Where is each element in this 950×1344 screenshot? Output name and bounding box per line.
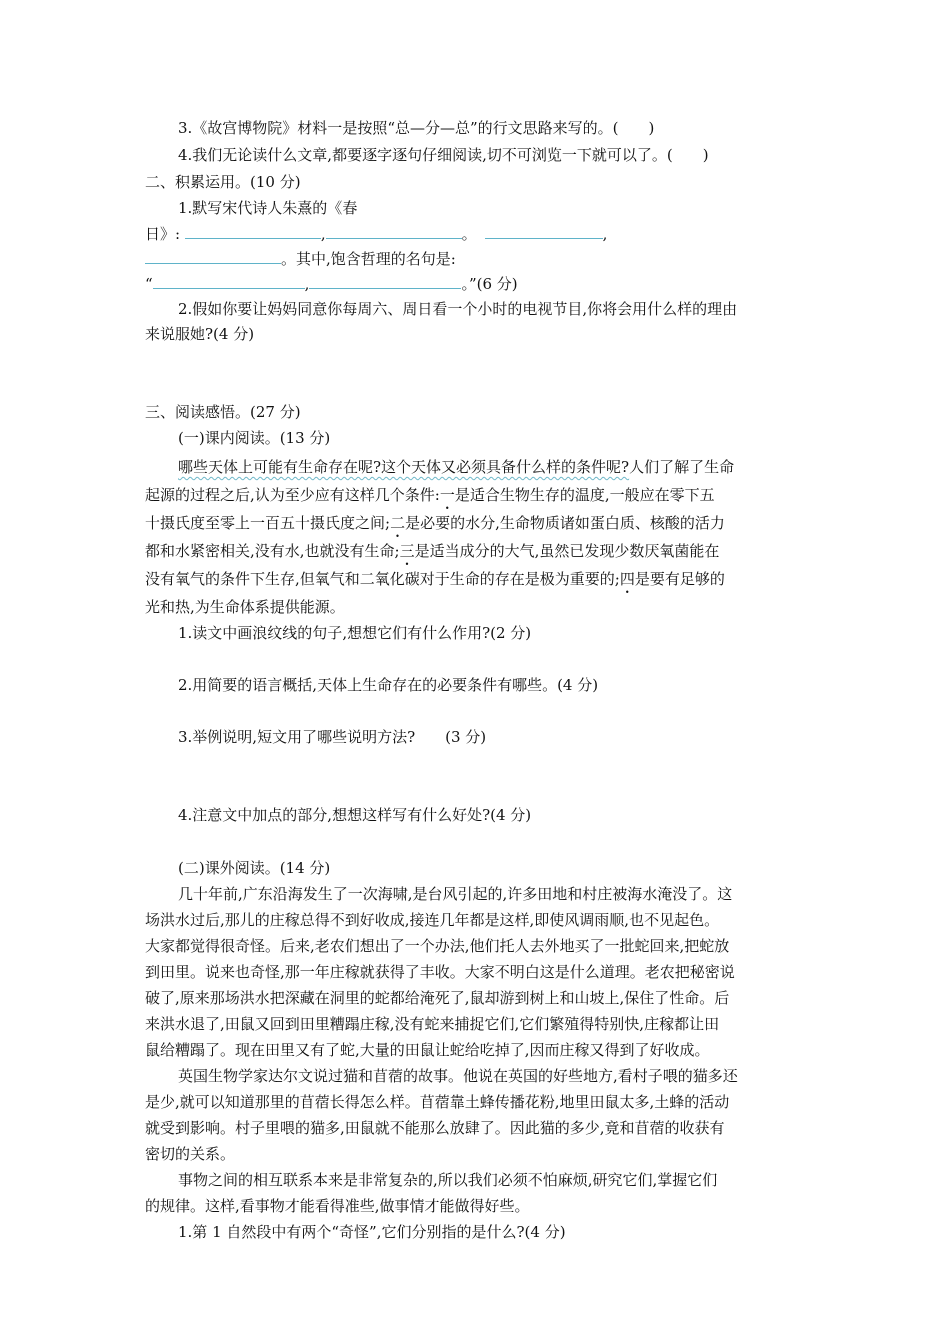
passage-text: 都和水紧密相关,没有水,也就没有生命; — [145, 542, 400, 560]
question-2-2-cont: 来说服她?(4 分) — [145, 325, 255, 343]
poem-prompt: 。其中,饱含哲理的名句是: — [281, 250, 456, 268]
section-heading-2: 二、积累运用。(10 分) — [145, 173, 301, 191]
passage-line: 光和热,为生命体系提供能源。 — [145, 598, 345, 616]
passage2-line: 密切的关系。 — [145, 1145, 236, 1163]
passage-line — [145, 568, 725, 597]
passage2-line: 大家都觉得很奇怪。后来,老农们想出了一个办法,他们托人去外地买了一批蛇回来,把蛇放 — [145, 937, 730, 955]
dotted-word: 四 — [619, 570, 635, 588]
period: 。 — [461, 225, 477, 243]
passage-text: 是必要的水分,生命物质诸如蛋白质、核酸的活力 — [405, 514, 725, 532]
answer-blank[interactable] — [145, 247, 281, 264]
passage2-line: 来洪水退了,田鼠又回到田里糟蹋庄稼,没有蛇来捕捉它们,它们繁殖得特别快,庄稼都让田 — [145, 1015, 720, 1033]
passage-text: 是要有足够的 — [634, 570, 725, 588]
passage-text: 是适合生物生存的温度,一般应在零下五 — [454, 486, 715, 504]
dotted-word: 三 — [399, 542, 415, 560]
passage2-line: 英国生物学家达尔文说过猫和苜蓿的故事。他说在英国的好些地方,看村子喂的猫多还 — [178, 1067, 738, 1085]
dotted-word: 二 — [390, 514, 406, 532]
passage2-line: 破了,原来那场洪水把深藏在洞里的蛇都给淹死了,鼠却游到树上和山坡上,保住了性命。后 — [145, 989, 730, 1007]
poem-blank-line-1 — [145, 222, 607, 245]
passage2-line: 鼠给糟蹋了。现在田里又有了蛇,大量的田鼠让蛇给吃掉了,因而庄稼又得到了好收成。 — [145, 1041, 710, 1059]
passage-text: 是适当成分的大气,虽然已发现少数厌氧菌能在 — [414, 542, 720, 560]
passage-text: 没有氧气的条件下生存,但氧气和二氧化碳对于生命的存在是极为重要的; — [145, 570, 620, 588]
passage2-line: 到田里。说来也奇怪,那一年庄稼就获得了丰收。大家不明白这是什么道理。老农把秘密说 — [145, 963, 735, 981]
answer-blank[interactable] — [185, 222, 321, 239]
section-heading-3: 三、阅读感悟。(27 分) — [145, 403, 301, 421]
subsection-2: (二)课外阅读。(14 分) — [178, 859, 331, 877]
answer-blank[interactable] — [153, 272, 305, 289]
comma: , — [304, 275, 310, 293]
passage-text: 人们了解了生命 — [629, 458, 735, 476]
dotted-word: 一 — [439, 486, 455, 504]
question-2-2: 2.假如你要让妈妈同意你每周六、周日看一个小时的电视节目,你将会用什么样的理由 — [178, 300, 738, 318]
wavy-underline-sentence: 哪些天体上可能有生命存在呢?这个天体又必须具备什么样的条件呢? — [178, 458, 630, 476]
question-3-3: 3.举例说明,短文用了哪些说明方法? (3 分) — [178, 728, 487, 746]
poem-blank-line-3 — [145, 272, 518, 295]
passage2-line: 几十年前,广东沿海发生了一次海啸,是台风引起的,许多田地和村庄被海水淹没了。这 — [178, 885, 733, 903]
poem-blank-line-2 — [145, 247, 456, 270]
question-3-2: 2.用简要的语言概括,天体上生命存在的必要条件有哪些。(4 分) — [178, 676, 599, 694]
comma: , — [320, 225, 326, 243]
subsection-1: (一)课内阅读。(13 分) — [178, 429, 331, 447]
passage2-line: 就受到影响。村子里喂的猫多,田鼠就不能那么放肆了。因此猫的多少,竟和苜蓿的收获有 — [145, 1119, 725, 1137]
question-3-1: 1.读文中画浪纹线的句子,想想它们有什么作用?(2 分) — [178, 624, 532, 642]
passage-line — [178, 456, 734, 478]
passage2-line: 事物之间的相互联系本来是非常复杂的,所以我们必须不怕麻烦,研究它们,掌握它们 — [178, 1171, 718, 1189]
passage-line — [145, 540, 719, 569]
passage-text: 十摄氏度至零上一百五十摄氏度之间; — [145, 514, 391, 532]
open-quote: “ — [145, 275, 153, 293]
passage2-line: 是少,就可以知道那里的苜蓿长得怎么样。苜蓿靠土蜂传播花粉,地里田鼠太多,土蜂的活动 — [145, 1093, 730, 1111]
passage2-line: 场洪水过后,那儿的庄稼总得不到好收成,接连几年都是这样,即使风调雨顺,也不见起色。 — [145, 911, 720, 929]
question-3-5: 1.第 1 自然段中有两个“奇怪”,它们分别指的是什么?(4 分) — [178, 1223, 566, 1241]
comma: , — [602, 225, 608, 243]
question-3-4: 4.注意文中加点的部分,想想这样写有什么好处?(4 分) — [178, 806, 532, 824]
passage-line — [145, 512, 725, 541]
passage-line — [145, 484, 715, 513]
question-4: 4.我们无论读什么文章,都要逐字逐句仔细阅读,切不可浏览一下就可以了。( ) — [178, 146, 709, 164]
answer-blank[interactable] — [326, 222, 462, 239]
answer-blank[interactable] — [309, 272, 461, 289]
passage2-line: 的规律。这样,看事物才能看得准些,做事情才能做得好些。 — [145, 1197, 530, 1215]
close-quote: 。”(6 分) — [461, 275, 518, 293]
passage-text: 起源的过程之后,认为至少应有这样几个条件: — [145, 486, 440, 504]
answer-blank[interactable] — [485, 222, 603, 239]
question-3: 3.《故宫博物院》材料一是按照“总—分—总”的行文思路来写的。( ) — [178, 119, 655, 137]
poem-title-end: 日》: — [145, 225, 181, 243]
question-2-1: 1.默写宋代诗人朱熹的《春 — [178, 199, 358, 217]
